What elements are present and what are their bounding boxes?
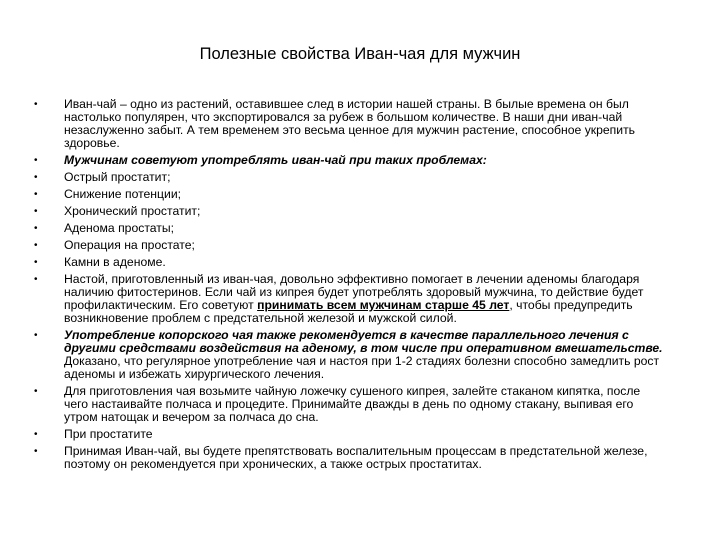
list-item bbox=[34, 329, 664, 381]
list-item bbox=[34, 154, 664, 167]
list-item bbox=[34, 445, 664, 471]
list-item bbox=[34, 98, 664, 150]
paragraph-text: Доказано, что регулярное употребление чая и настоя при 1-2 стадиях болезни способно замедлить рост аденомы и избежать хирургического лечения. bbox=[64, 354, 660, 381]
bullet-icon: • bbox=[34, 155, 38, 166]
paragraph-koporye bbox=[64, 328, 663, 381]
list-item bbox=[34, 273, 664, 325]
bullet-icon: • bbox=[34, 240, 38, 251]
problem-item: Хронический простатит; bbox=[64, 204, 201, 218]
bullet-icon: • bbox=[34, 429, 38, 440]
problem-item: Острый простатит; bbox=[64, 170, 171, 184]
paragraph-infusion bbox=[64, 272, 643, 325]
list-item bbox=[34, 428, 664, 441]
emphasis-text: Употребление копорского чая также рекомендуется в качестве параллельного лечения с другими средствами воздействия на аденому, в том числе при оперативном вмешательстве. bbox=[64, 328, 663, 355]
list-item bbox=[34, 385, 664, 424]
list-item bbox=[34, 222, 664, 235]
bullet-list bbox=[34, 98, 664, 475]
problem-item: Снижение потенции; bbox=[64, 187, 182, 201]
list-item bbox=[34, 205, 664, 218]
bullet-icon: • bbox=[34, 99, 38, 110]
list-item bbox=[34, 256, 664, 269]
problem-item: Аденома простаты; bbox=[64, 221, 175, 235]
problem-item: Камни в аденоме. bbox=[64, 255, 166, 269]
list-item bbox=[34, 171, 664, 184]
page-title: Полезные свойства Иван-чая для мужчин bbox=[199, 45, 521, 63]
paragraph-intro: Иван-чай – одно из растений, оставившее след в истории нашей страны. В былые времена он был настолько популярен, что экспортировался за рубеж в большом количестве. В наши дни иван-чай незаслуженно забыт. А тем временем это весьма ценное для мужчин растение, способное укрепить здоровье. bbox=[64, 97, 636, 150]
bullet-icon: • bbox=[34, 274, 38, 285]
bullet-icon: • bbox=[34, 172, 38, 183]
problem-item: Операция на простате; bbox=[64, 238, 195, 252]
list-item bbox=[34, 188, 664, 201]
paragraph-recipe: Для приготовления чая возьмите чайную ложечку сушеного кипрея, залейте стаканом кипятка, после чего настаивайте полчаса и процедите. Принимайте дважды в день по одному стакану, выпивая его утром натощак и вечером за полчаса до сна. bbox=[64, 384, 641, 424]
paragraph-prostatitis: Принимая Иван-чай, вы будете препятствовать воспалительным процессам в предстательной железе, поэтому он рекомендуется при хронических, а также острых простатитах. bbox=[64, 444, 648, 471]
paragraph-text: Настой, приготовленный из иван-чая, довольно эффективно помогает в лечении аденомы благодаря наличию фитостеринов. Если чай из кипрея будет употреблять здоровый мужчина, то действие будет профилактическим. Его советуют bbox=[64, 272, 644, 312]
bullet-icon: • bbox=[34, 386, 38, 397]
bullet-icon: • bbox=[34, 257, 38, 268]
bullet-icon: • bbox=[34, 223, 38, 234]
bullet-icon: • bbox=[34, 330, 38, 341]
bullet-icon: • bbox=[34, 189, 38, 200]
bullet-icon: • bbox=[34, 206, 38, 217]
list-item bbox=[34, 239, 664, 252]
emphasis-text: принимать всем мужчинам старше 45 лет bbox=[257, 298, 510, 312]
paragraph-prostatitis-heading: При простатите bbox=[64, 427, 153, 441]
problems-heading: Мужчинам советуют употреблять иван-чай при таких проблемах: bbox=[64, 153, 487, 167]
paragraph-text: , чтобы предупредить возникновение проблем с предстательной железой и мужской силой. bbox=[64, 298, 633, 325]
bullet-icon: • bbox=[34, 446, 38, 457]
